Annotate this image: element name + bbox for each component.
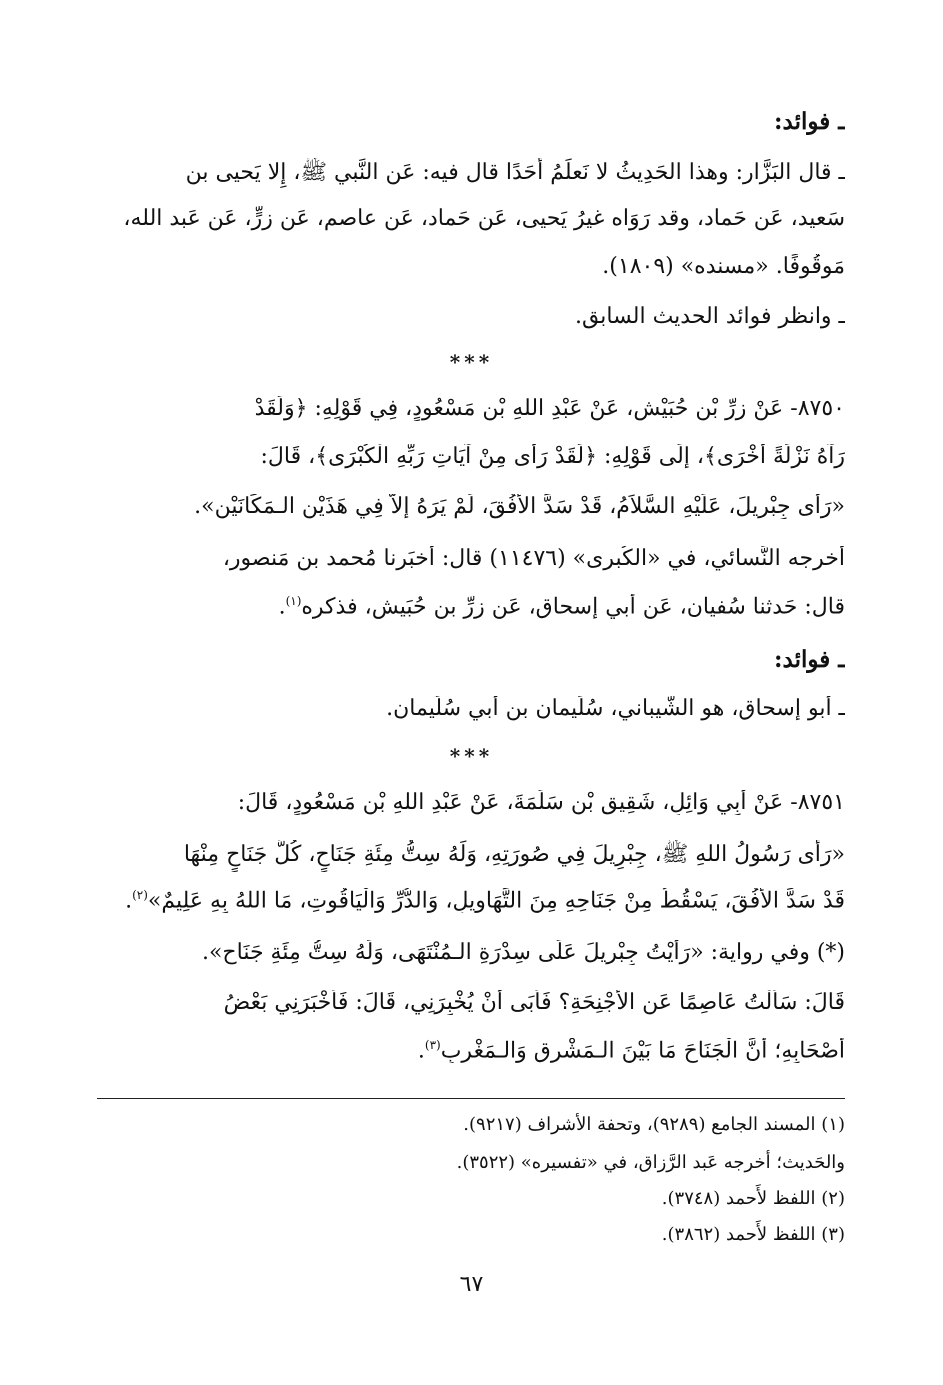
hadith-line: ٨٧٥١- عَنْ أَبِي وَائِلٍ، شَقِيقِ بْنِ سَلَمَةَ، عَنْ عَبْدِ اللهِ بْنِ مَسْعُودٍ، قَالَ: [237,790,845,815]
footnote: (٣) اللفظ لأَحمد (٣٨٦٢). [661,1224,845,1245]
section-separator: *** [449,744,494,768]
body-line: سَعيد، عَن حَماد، وقد رَوَاه غيرُ يَحيى، عَن حَماد، عَن عاصم، عَن زِرٍّ، عَن عَبد الله، [123,206,845,231]
takhrij-line: أَخرجه النَّسائي، في «الكُبرى» (١١٤٧٦) قال: أَخبَرنا مُحمد بن مَنصور، [222,546,845,571]
footnote-marker: (١) [285,594,302,608]
hadith-line: «رَأَى رَسُولُ اللهِ ﷺ، جِبْرِيلَ فِي صُورَتِهِ، وَلَهُ سِتُّ مِئَةِ جَنَاحٍ، كُلُّ جَنَاحٍ مِنْهَا [183,842,845,867]
footnote: (٢) اللفظ لأَحمد (٣٧٤٨). [661,1188,845,1209]
hadith-line: ٨٧٥٠- عَنْ زِرِّ بْنِ حُبَيْشٍ، عَنْ عَبْدِ اللهِ بْنِ مَسْعُودٍ، فِي قَوْلِهِ: ﴿وَلَقَدْ [254,396,845,421]
body-line: مَوقُوفًا. «مسنده» (١٨٠٩). [602,254,845,279]
hadith-line: «رَأَى جِبْرِيلَ، عَلَيْهِ السَّلاَمُ، قَدْ سَدَّ الأُفُقَ، لَمْ يَرَهُ إِلاَّ فِي هَذَيْنِ الـمَكَانَيْنِ». [194,494,845,519]
hadith-text: أَصْحَابِهِ؛ أَنَّ الْجَنَاحَ مَا بَيْنَ الـمَشْرِقِ وَالـمَغْرِبِ [440,1038,845,1064]
hadith-text: قَدْ سَدَّ الأُفُقَ، يَسْقُطُ مِنْ جَنَاحِهِ مِنَ التَّهَاوِيلِ، وَالدُّرِّ وَالْيَاقُوتِ، مَا اللهُ بِهِ عَلِيمٌ» [147,888,845,914]
body-line: ـ أَبو إِسحاق، هو الشَّيباني، سُلَيمان بن أَبي سُلَيمان. [386,696,845,721]
fawaid-heading: ـ فوائد: [774,646,845,673]
fawaid-heading: ـ فوائد: [774,108,845,135]
page-number: ٦٧ [459,1272,484,1297]
footnote-divider [97,1098,845,1099]
hadith-line: أَصْحَابِهِ؛ أَنَّ الْجَنَاحَ مَا بَيْنَ الـمَشْرِقِ وَالـمَغْرِبِ$^{(٣)}$. [417,1038,845,1064]
hadith-line: قَالَ: سَأَلْتُ عَاصِمًا عَنِ الأَجْنِحَةِ؟ فَأَبَى أَنْ يُخْبِرَنِي، قَالَ: فَأَخْبَرَنِي بَعْضُ [223,990,845,1015]
hadith-line: قَدْ سَدَّ الأُفُقَ، يَسْقُطُ مِنْ جَنَاحِهِ مِنَ التَّهَاوِيلِ، وَالدُّرِّ وَالْيَاقُوتِ، مَا اللهُ بِهِ عَلِيمٌ»$^{(٢)}$. [125,888,845,914]
body-line: ـ قال البَزَّار: وهذا الحَدِيثُ لا نَعلَمُ أَحَدًا قال فيه: عَن النَّبي ﷺ، إِلا يَحيى بن [185,160,845,185]
footnote: والحَديث؛ أخرجه عَبد الرَّزاق، في «تفسيره» (٣٥٢٢). [456,1152,845,1173]
body-line: ـ وانظر فوائد الحديث السابق. [574,304,845,329]
hadith-line: (*) وفي رواية: «رَأَيْتُ جِبْرِيلَ عَلَى سِدْرَةِ الـمُنْتَهَى، وَلَهُ سِتُّ مِئَةِ جَنَاحٍ». [201,940,845,965]
footnote-marker: (٣) [424,1038,441,1052]
hadith-line: رَآهُ نَزْلَةً أُخْرَى﴾، إِلَى قَوْلِهِ: ﴿لَقَدْ رَأَى مِنْ آيَاتِ رَبِّهِ الْكُبْرَى﴾، قَالَ: [260,444,845,469]
footnote-marker: (٢) [132,888,148,902]
takhrij-line: قال: حَدثنا سُفيان، عَن أَبي إِسحاق، عَن زِرِّ بن حُبَيش، فذكره$^{(١)}$. [278,594,845,620]
section-separator: *** [449,350,494,374]
footnote: (١) المسند الجامع (٩٢٨٩)، وتحفة الأشراف (٩٢١٧). [463,1114,845,1135]
takhrij-text: قال: حَدثنا سُفيان، عَن أَبي إِسحاق، عَن زِرِّ بن حُبَيش، فذكره [301,594,845,620]
